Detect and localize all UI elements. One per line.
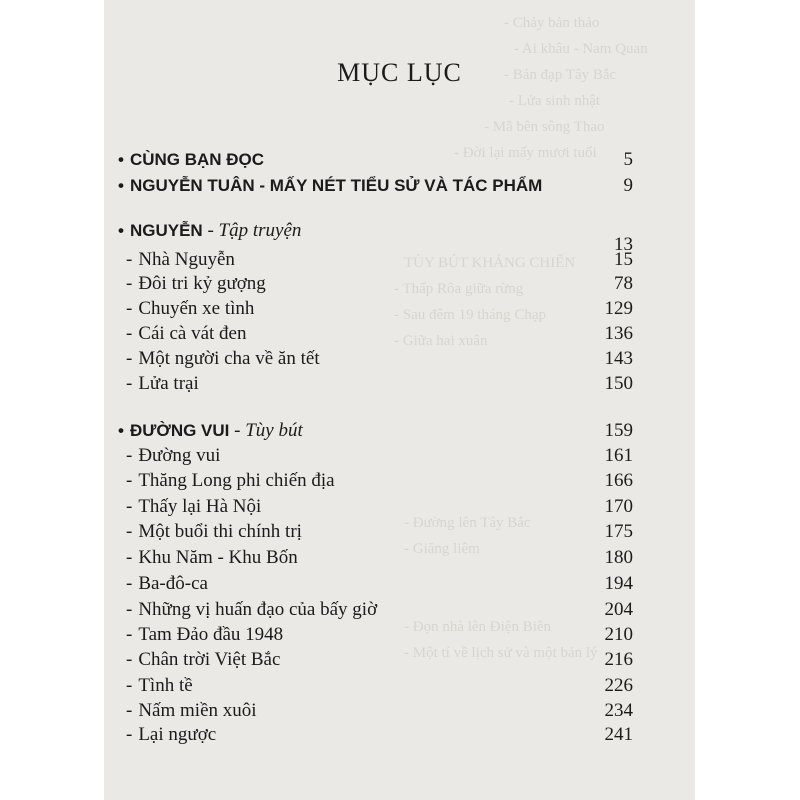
toc-section xyxy=(104,173,695,199)
toc-section xyxy=(104,147,695,173)
page-number: 194 xyxy=(604,573,633,594)
dash-marker: - xyxy=(126,273,133,294)
page-number: 161 xyxy=(604,445,633,466)
page-number: 159 xyxy=(604,420,633,441)
page-number: 13 xyxy=(614,234,633,255)
entry-title: - Tình tề xyxy=(126,675,193,696)
page-number: 78 xyxy=(614,273,633,294)
page-number: 175 xyxy=(604,521,633,542)
toc-entry xyxy=(104,519,695,545)
page-number: 129 xyxy=(604,298,633,319)
toc-entry xyxy=(104,673,695,699)
dash-marker: - xyxy=(126,496,133,517)
toc-entry xyxy=(104,597,695,623)
entry-title: - Nấm miền xuôi xyxy=(126,700,257,721)
toc-entry xyxy=(104,296,695,322)
entry-title: - Một buổi thi chính trị xyxy=(126,521,302,542)
dash-marker: - xyxy=(126,298,133,319)
dash-marker: - xyxy=(126,675,133,696)
toc-entry xyxy=(104,545,695,571)
page-number: 5 xyxy=(623,149,633,170)
page-number: 180 xyxy=(604,547,633,568)
entry-title: - Những vị huấn đạo của bấy giờ xyxy=(126,599,378,620)
entry-title: - Khu Năm - Khu Bốn xyxy=(126,547,298,568)
entry-title: - Đôi tri kỷ gượng xyxy=(126,273,266,294)
dash-marker: - xyxy=(126,599,133,620)
entry-title: - Chân trời Việt Bắc xyxy=(126,649,281,670)
entry-title: - Chuyến xe tình xyxy=(126,298,255,319)
entry-title: - Lại ngược xyxy=(126,724,217,745)
page-number: 204 xyxy=(604,599,633,620)
entry-title: - Tam Đảo đầu 1948 xyxy=(126,624,284,645)
dash-marker: - xyxy=(126,700,133,721)
section-title: • NGUYỄN TUÂN - MẤY NÉT TIỂU SỬ VÀ TÁC PHẨM xyxy=(118,176,543,195)
bullet-icon: • xyxy=(118,421,124,440)
page-number: 216 xyxy=(604,649,633,670)
entry-title: - Nhà Nguyễn xyxy=(126,249,235,270)
toc-section xyxy=(104,418,695,444)
toc-entry xyxy=(104,698,695,724)
dash-marker: - xyxy=(126,724,133,745)
toc-entry xyxy=(104,271,695,297)
page-number: 241 xyxy=(604,724,633,745)
toc-entry xyxy=(104,371,695,397)
dash-marker: - xyxy=(126,323,133,344)
book-page xyxy=(104,0,695,800)
entry-title: - Thấy lại Hà Nội xyxy=(126,496,262,517)
dash-marker: - xyxy=(126,445,133,466)
dash-marker: - xyxy=(126,547,133,568)
dash-marker: - xyxy=(126,373,133,394)
entry-title: - Đường vui xyxy=(126,445,221,466)
page-number: 143 xyxy=(604,348,633,369)
page-number: 9 xyxy=(623,175,633,196)
toc-entry xyxy=(104,443,695,469)
show-through-text: - Chảy bản thảo - Ai khâu - Nam Quan - Bản đạp Tây Bắc - Lửa sinh nhật - Mã bên sông Thao - Đời lại mấy mươi tuổi TÙY BÚT KHÁNG CHIẾN - Thấp Rôa giữa rừng - Sau đêm 19 tháng Chạp - Giữa hai xuân - Đường lên Tây Bắc - Giăng liêm - Đọn nhà lên Điện Biên - Một tí về lịch sử và một bản lý xyxy=(394,15,648,661)
page-number: 234 xyxy=(604,700,633,721)
dash-marker: - xyxy=(126,348,133,369)
entry-title: - Một người cha về ăn tết xyxy=(126,348,320,369)
toc-entry xyxy=(104,247,695,273)
bullet-icon: • xyxy=(118,176,124,195)
toc-entry xyxy=(104,622,695,648)
entry-title: - Lửa trại xyxy=(126,373,199,394)
entry-title: - Ba-đô-ca xyxy=(126,573,208,594)
bullet-icon: • xyxy=(118,221,124,240)
toc-entry xyxy=(104,647,695,673)
toc-entry xyxy=(104,321,695,347)
dash-marker: - xyxy=(126,470,133,491)
section-title: • CÙNG BẠN ĐỌC xyxy=(118,150,265,169)
page-number: 166 xyxy=(604,470,633,491)
page-number: 15 xyxy=(614,249,633,270)
toc-entry xyxy=(104,346,695,372)
dash-marker: - xyxy=(126,573,133,594)
page-number: 226 xyxy=(604,675,633,696)
page-number: 210 xyxy=(604,624,633,645)
page-number: 170 xyxy=(604,496,633,517)
entry-title: - Thăng Long phi chiến địa xyxy=(126,470,335,491)
dash-marker: - xyxy=(126,649,133,670)
toc-entry xyxy=(104,494,695,520)
section-title: • NGUYỄN - Tập truyện xyxy=(118,220,302,241)
toc-entry xyxy=(104,722,695,748)
dash-marker: - xyxy=(126,521,133,542)
toc-entry xyxy=(104,571,695,597)
bullet-icon: • xyxy=(118,150,124,169)
dash-marker: - xyxy=(126,624,133,645)
page-title: MỤC LỤC xyxy=(337,58,462,87)
entry-title: - Cái cà vát đen xyxy=(126,323,247,344)
section-title: • ĐƯỜNG VUI - Tùy bút xyxy=(118,420,303,441)
dash-marker: - xyxy=(126,249,133,270)
toc-entry xyxy=(104,468,695,494)
page-number: 136 xyxy=(604,323,633,344)
page-number: 150 xyxy=(604,373,633,394)
